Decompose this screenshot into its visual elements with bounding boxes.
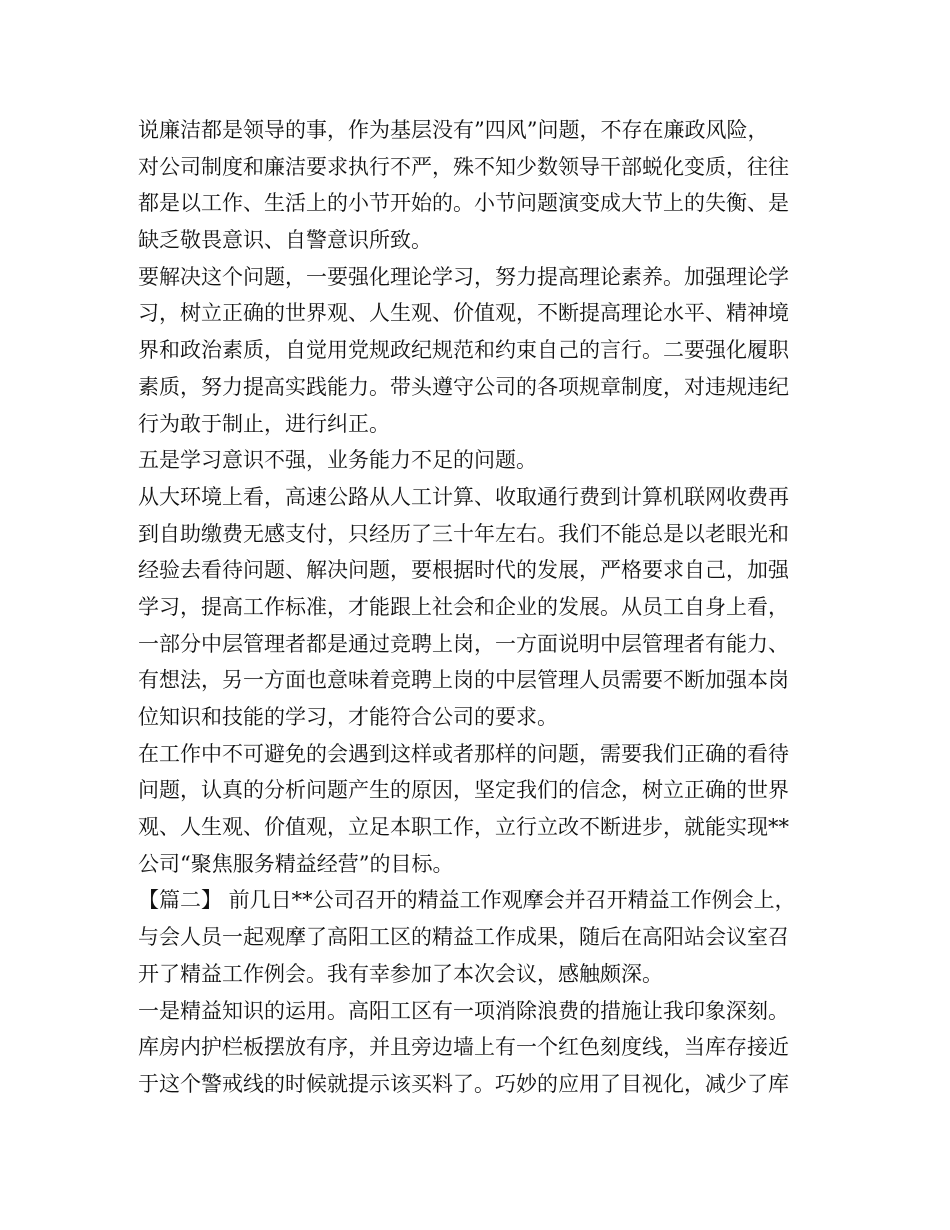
text-line: 问题，认真的分析问题产生的原因，坚定我们的信念，树立正确的世界: [138, 778, 789, 803]
text-line: 经验去看待问题、解决问题，要根据时代的发展，严格要求自己，加强: [138, 558, 789, 583]
text-line: 有想法，另一方面也意味着竞聘上岗的中层管理人员需要不断加强本岗: [138, 668, 789, 693]
text-line: 与会人员一起观摩了高阳工区的精益工作成果，随后在高阳站会议室召: [138, 925, 789, 950]
text-line: 【篇二】 前几日**公司召开的精益工作观摩会并召开精益工作例会上，: [138, 888, 796, 913]
text-line: 对公司制度和廉洁要求执行不严，殊不知少数领导干部蜕化变质，往往: [138, 154, 789, 179]
text-line: 于这个警戒线的时候就提示该买料了。巧妙的应用了目视化，减少了库: [138, 1071, 789, 1096]
document-body: [138, 112, 828, 1103]
text-line: 说廉洁都是领导的事，作为基层没有”四风”问题，不存在廉政风险，: [138, 118, 769, 142]
text-line: 界和政治素质，自觉用党规政纪规范和约束自己的言行。二要强化履职: [138, 338, 789, 363]
text-line: 位知识和技能的学习，才能符合公司的要求。: [138, 705, 558, 729]
text-line: 从大环境上看，高速公路从人工计算、收取通行费到计算机联网收费再: [138, 484, 789, 509]
text-line: 观、人生观、价值观，立足本职工作，立行立改不断进步，就能实现**: [138, 815, 789, 840]
text-line: 都是以工作、生活上的小节开始的。小节问题演变成大节上的失衡、是: [138, 191, 789, 216]
text-line: 库房内护栏板摆放有序，并且旁边墙上有一个红色刻度线，当库存接近: [138, 1035, 789, 1060]
text-line: 到自助缴费无感支付，只经历了三十年左右。我们不能总是以老眼光和: [138, 521, 789, 546]
text-line: 在工作中不可避免的会遇到这样或者那样的问题，需要我们正确的看待: [138, 741, 789, 766]
text-line: 行为敢于制止，进行纠正。: [138, 411, 390, 436]
text-line: 缺乏敬畏意识、自警意识所致。: [138, 228, 432, 253]
text-line: 素质，努力提高实践能力。带头遵守公司的各项规章制度，对违规违纪: [138, 374, 789, 399]
text-line: 一是精益知识的运用。高阳工区有一项消除浪费的措施让我印象深刻。: [138, 998, 789, 1023]
text-line: 开了精益工作例会。我有幸参加了本次会议，感触颇深。: [138, 961, 663, 986]
text-line: 五是学习意识不强，业务能力不足的问题。: [138, 448, 537, 473]
text-line: 公司“聚焦服务精益经营”的目标。: [138, 851, 454, 876]
text-line: 要解决这个问题，一要强化理论学习，努力提高理论素养。加强理论学: [138, 264, 789, 289]
text-line: 学习，提高工作标准，才能跟上社会和企业的发展。从员工自身上看，: [138, 594, 789, 619]
text-line: 习，树立正确的世界观、人生观、价值观，不断提高理论水平、精神境: [138, 301, 789, 326]
text-line: 一部分中层管理者都是通过竞聘上岗，一方面说明中层管理者有能力、: [138, 631, 789, 656]
